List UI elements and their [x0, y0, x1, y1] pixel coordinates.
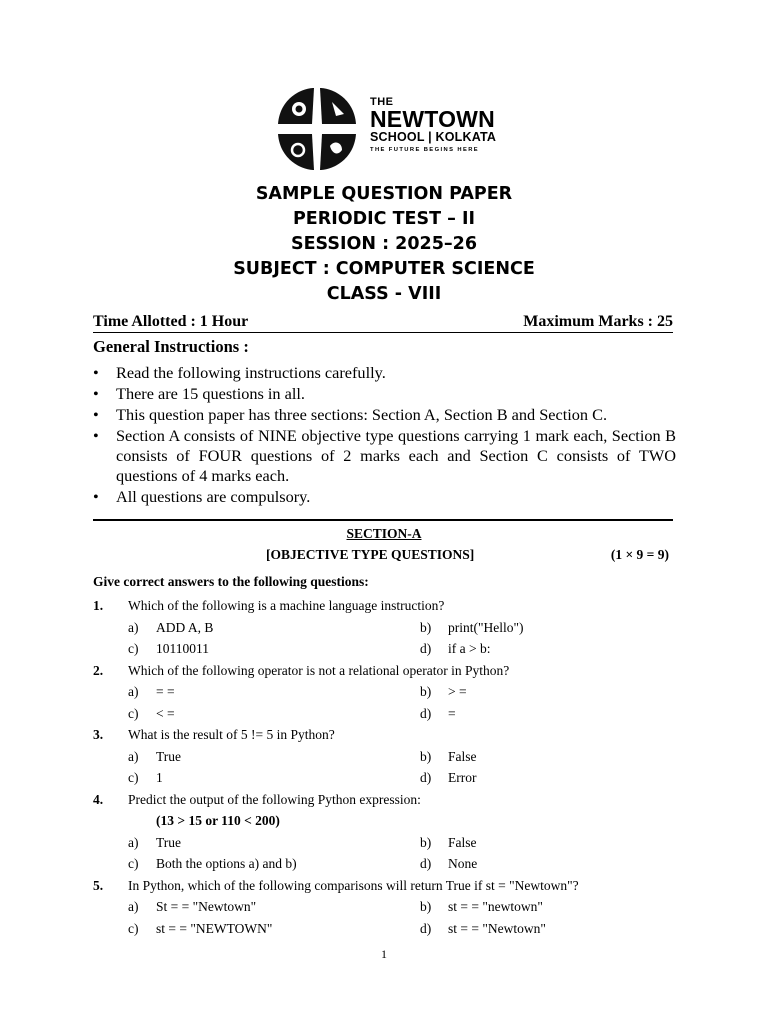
option-letter: a): [128, 684, 139, 699]
option-text: = =: [156, 684, 175, 699]
option-letter: b): [420, 748, 432, 764]
maximum-marks: Maximum Marks : 25: [523, 313, 673, 330]
instruction-text: Read the following instructions carefully.: [116, 363, 386, 382]
option-text: if a > b:: [448, 641, 491, 656]
bullet-icon: •: [93, 384, 99, 403]
logo-school: SCHOOL | KOLKATA: [370, 130, 497, 144]
option-text: st = = "newtown": [448, 899, 543, 914]
instruction-text: All questions are compulsory.: [116, 487, 311, 506]
paper-title: SAMPLE QUESTION PAPER: [255, 184, 513, 204]
option-letter: d): [420, 705, 432, 721]
instruction-text: Section A consists of NINE objective type questions carrying 1 mark each, Section B consists of FOUR questions of 2 marks each and Section C consists of TWO questions of 4 marks each.: [116, 426, 676, 485]
question-text: In Python, which of the following comparisons will return True if st = "Newtown"?: [128, 877, 579, 893]
time-allotted: Time Allotted : 1 Hour: [93, 313, 249, 330]
question-text: What is the result of 5 != 5 in Python?: [128, 727, 335, 742]
option-text: 1: [156, 770, 163, 785]
question: [93, 724, 683, 746]
instruction-text: This question paper has three sections: Section A, Section B and Section C.: [116, 405, 608, 424]
question-number: 4.: [93, 791, 104, 807]
option-letter: c): [128, 770, 139, 785]
option-row: [93, 832, 683, 854]
option-row: [93, 638, 683, 660]
option-letter: b): [420, 899, 432, 914]
question-code: (13 > 15 or 110 < 200): [156, 813, 280, 828]
option-row: [93, 681, 683, 703]
question-number: 2.: [93, 662, 104, 678]
option-text: < =: [156, 705, 175, 721]
question-text: Which of the following is a machine language instruction?: [128, 598, 445, 613]
option-row: [93, 617, 683, 639]
general-instructions-list: [93, 363, 676, 508]
school-emblem-icon: [272, 84, 362, 174]
option-letter: d): [420, 856, 432, 871]
class: CLASS - VIII: [326, 284, 442, 304]
option-letter: d): [420, 770, 432, 785]
option-letter: b): [420, 834, 432, 850]
question-number: 3.: [93, 727, 104, 742]
option-row: [93, 703, 683, 725]
instruction-item: [93, 426, 676, 486]
section-instruction: Give correct answers to the following questions:: [93, 574, 369, 589]
option-letter: d): [420, 641, 432, 656]
option-text: =: [448, 705, 456, 721]
instruction-text: There are 15 questions in all.: [116, 384, 305, 403]
option-row: [93, 746, 683, 768]
instruction-item: [93, 487, 676, 507]
option-letter: b): [420, 619, 432, 635]
question: [93, 875, 683, 897]
session: SESSION : 2025–26: [290, 234, 477, 254]
logo-name: NEWTOWN: [370, 106, 495, 132]
section-subtitle: [OBJECTIVE TYPE QUESTIONS]: [266, 547, 475, 562]
question-text: Predict the output of the following Python expression:: [128, 791, 421, 807]
bullet-icon: •: [93, 487, 99, 506]
questions-list: [93, 595, 683, 939]
logo-the: THE: [370, 96, 394, 108]
exam-meta: [93, 313, 673, 333]
instruction-item: [93, 384, 676, 404]
bullet-icon: •: [93, 363, 99, 382]
question: [93, 789, 683, 811]
general-instructions-heading: General Instructions :: [93, 337, 249, 356]
option-row: [93, 767, 683, 789]
option-letter: c): [128, 641, 139, 656]
logo-tagline: THE FUTURE BEGINS HERE: [370, 147, 480, 153]
section-divider: [93, 519, 673, 521]
option-row: [93, 896, 683, 918]
option-text: None: [448, 856, 478, 871]
instruction-item: [93, 405, 676, 425]
option-text: ADD A, B: [156, 619, 214, 635]
option-text: 10110011: [156, 641, 209, 656]
logo-wordmark: [370, 96, 496, 156]
instruction-item: [93, 363, 676, 383]
option-text: Both the options a) and b): [156, 856, 297, 871]
question-text: Which of the following operator is not a relational operator in Python?: [128, 662, 510, 678]
option-text: True: [156, 748, 182, 764]
option-text: Error: [448, 770, 477, 785]
question: [93, 660, 683, 682]
question: [93, 595, 683, 617]
option-text: True: [156, 834, 182, 850]
option-letter: a): [128, 748, 139, 764]
option-letter: c): [128, 705, 139, 721]
option-text: St = = "Newtown": [156, 899, 257, 914]
question-number: 1.: [93, 598, 104, 613]
option-letter: a): [128, 619, 139, 635]
option-text: False: [448, 834, 477, 850]
question-number: 5.: [93, 877, 104, 893]
option-letter: d): [420, 920, 432, 936]
subject: SUBJECT : COMPUTER SCIENCE: [233, 259, 535, 279]
option-row: [93, 918, 683, 940]
school-logo: [272, 84, 498, 174]
question-code-line: [93, 810, 683, 832]
option-row: [93, 853, 683, 875]
option-letter: b): [420, 684, 432, 699]
bullet-icon: •: [93, 405, 99, 424]
option-letter: c): [128, 856, 139, 871]
option-letter: a): [128, 899, 139, 914]
option-letter: c): [128, 920, 139, 936]
exam-name: PERIODIC TEST – II: [292, 209, 475, 229]
paper-header: [0, 182, 768, 307]
option-text: st = = "Newtown": [448, 920, 546, 936]
bullet-icon: •: [93, 426, 99, 445]
section-title: SECTION-A: [346, 526, 422, 541]
section-marks: (1 × 9 = 9): [610, 547, 669, 562]
option-text: st = = "NEWTOWN": [156, 920, 273, 936]
page-number: 1: [381, 947, 387, 961]
option-letter: a): [128, 834, 139, 850]
option-text: > =: [448, 684, 467, 699]
option-text: print("Hello"): [448, 619, 524, 635]
option-text: False: [448, 748, 477, 764]
